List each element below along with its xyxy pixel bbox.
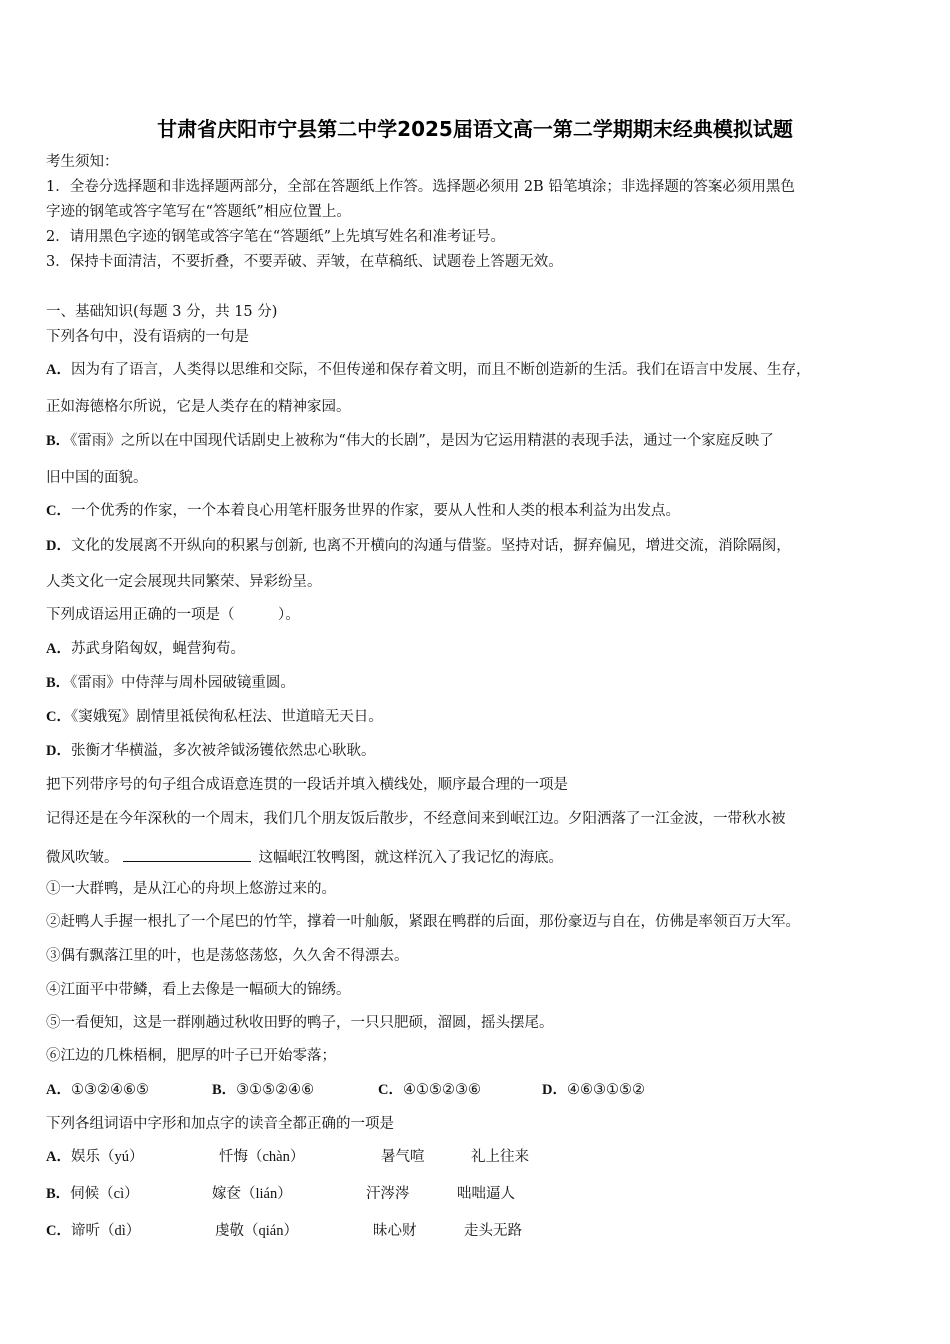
option-label: B． xyxy=(46,1186,71,1202)
option-label: B． xyxy=(212,1082,237,1098)
sentence-item: ⑤一看便知，这是一群刚趟过秋收田野的鸭子，一只只肥硕，溜圆，摇头摆尾。 xyxy=(46,1015,554,1031)
sentence-item: ③偶有飘落江里的叶，也是荡悠荡悠，久久舍不得漂去。 xyxy=(46,948,409,964)
option-text: 张衡才华横溢，多次被斧钺汤镬依然忠心耿耿。 xyxy=(70,743,376,759)
option-word: 暑气喧 xyxy=(381,1149,425,1165)
option-text: ④①⑤②③⑥ xyxy=(402,1082,481,1098)
notice-item: 3．保持卡面清洁，不要折叠，不要弄破、弄皱，在草稿纸、试题卷上答题无效。 xyxy=(46,254,563,270)
question-4-option-a-label xyxy=(46,1148,143,1166)
question-2-option-d xyxy=(46,742,375,760)
option-text: ④⑥③①⑤② xyxy=(566,1082,645,1098)
option-text: 《雷雨》中侍萍与周朴园破镜重圆。 xyxy=(70,675,295,691)
question-4-option-c-label xyxy=(46,1222,140,1240)
notice-item: 2．请用黑色字迹的钢笔或答字笔在“答题纸”上先填写姓名和准考证号。 xyxy=(46,229,506,245)
option-word: 嫁奁（lián） xyxy=(212,1186,292,1202)
option-label: D． xyxy=(542,1082,567,1098)
question-4-option-b-label xyxy=(46,1185,139,1203)
passage-text: 微风吹皱。 xyxy=(46,850,119,866)
sentence-item: ④江面平中带鳞，看上去像是一幅硕大的锦绣。 xyxy=(46,982,351,998)
option-word: 咄咄逼人 xyxy=(457,1186,515,1202)
option-label: C． xyxy=(46,503,71,519)
answer-blank xyxy=(123,847,251,862)
option-text: 文化的发展离不开纵向的积累与创新, 也离不开横向的沟通与借鉴。坚持对话，摒弃偏见，增进交流，消除隔阂， xyxy=(70,538,791,554)
question-3-passage: 记得还是在今年深秋的一个周末，我们几个朋友饭后散步，不经意间来到岷江边。夕阳洒落了一江金波，一带秋水被 xyxy=(46,811,786,827)
question-1-option-b xyxy=(46,432,774,450)
question-1-option-d xyxy=(46,537,791,555)
option-word: 礼上往来 xyxy=(471,1149,529,1165)
question-2-option-c xyxy=(46,708,383,726)
question-2-option-a xyxy=(46,640,245,658)
option-continuation: 人类文化一定会展现共同繁荣、异彩纷呈。 xyxy=(46,574,322,590)
sentence-item: ⑥江边的几株梧桐，肥厚的叶子已开始零落； xyxy=(46,1048,336,1064)
option-label: A． xyxy=(46,1082,71,1098)
option-text: 《窦娥冤》剧情里祗侯徇私枉法、世道暗无天日。 xyxy=(70,709,383,725)
option-word: 忏悔（chàn） xyxy=(219,1149,305,1165)
option-text: ①③②④⑥⑤ xyxy=(70,1082,149,1098)
option-continuation: 旧中国的面貌。 xyxy=(46,470,148,486)
option-label: B． xyxy=(46,433,71,449)
question-3-option-b xyxy=(212,1081,314,1099)
sentence-item: ①一大群鸭，是从江心的舟坝上悠游过来的。 xyxy=(46,881,336,897)
question-3-stem: 把下列带序号的句子组合成语意连贯的一段话并填入横线处，顺序最合理的一项是 xyxy=(46,777,568,793)
option-label: D． xyxy=(46,538,71,554)
option-word: 娱乐（yú） xyxy=(70,1149,144,1165)
option-label: C． xyxy=(46,1223,71,1239)
option-text: 一个优秀的作家，一个本着良心用笔杆服务世界的作家，要从人性和人类的根本利益为出发点。 xyxy=(70,503,680,519)
option-word: 昧心财 xyxy=(373,1223,417,1239)
option-label: C． xyxy=(46,709,71,725)
option-continuation: 正如海德格尔所说，它是人类存在的精神家园。 xyxy=(46,399,351,415)
option-label: A． xyxy=(46,641,71,657)
question-3-option-c xyxy=(378,1081,481,1099)
option-label: D． xyxy=(46,743,71,759)
sentence-item: ②赶鸭人手握一根扎了一个尾巴的竹竿，撑着一叶舢舨，紧跟在鸭群的后面，那份豪迈与自在，仿佛是率领百万大军。 xyxy=(46,914,800,930)
question-1-option-a xyxy=(46,361,810,379)
option-word: 走头无路 xyxy=(464,1223,522,1239)
option-word: 虔敬（qián） xyxy=(215,1223,298,1239)
question-2-stem: 下列成语运用正确的一项是（ ）。 xyxy=(46,607,300,623)
question-3-option-a xyxy=(46,1081,149,1099)
notice-item: 1．全卷分选择题和非选择题两部分，全部在答题纸上作答。选择题必须用 2B 铅笔填涂；非选择题的答案必须用黑色 xyxy=(46,179,795,195)
page-title: 甘肃省庆阳市宁县第二中学2025届语文高一第二学期期末经典模拟试题 xyxy=(157,117,793,141)
question-1-stem: 下列各句中，没有语病的一句是 xyxy=(46,329,249,345)
option-text: 《雷雨》之所以在中国现代话剧史上被称为“伟大的长剧”，是因为它运用精湛的表现手法，通过一个家庭反映了 xyxy=(70,433,774,449)
section-heading: 一、基础知识(每题 3 分，共 15 分) xyxy=(46,304,278,320)
option-label: A． xyxy=(46,362,71,378)
question-3-passage-blank-line xyxy=(46,847,563,867)
option-text: 苏武身陷匈奴，蝇营狗苟。 xyxy=(70,641,245,657)
question-2-option-b xyxy=(46,674,295,692)
notice-item: 字迹的钢笔或答字笔写在“答题纸”相应位置上。 xyxy=(46,204,351,220)
question-3-option-d xyxy=(542,1081,645,1099)
option-text: ③①⑤②④⑥ xyxy=(236,1082,315,1098)
option-word: 谛听（dì） xyxy=(70,1223,141,1239)
option-label: C． xyxy=(378,1082,403,1098)
passage-text: 这幅岷江牧鸭图，就这样沉入了我记忆的海底。 xyxy=(258,850,563,866)
question-1-option-c xyxy=(46,502,680,520)
option-word: 伺候（cì） xyxy=(70,1186,139,1202)
notice-heading: 考生须知： xyxy=(46,154,119,170)
question-4-stem: 下列各组词语中字形和加点字的读音全都正确的一项是 xyxy=(46,1116,394,1132)
option-text: 因为有了语言，人类得以思维和交际，不但传递和保存着文明，而且不断创造新的生活。我们在语言中发展、生存， xyxy=(70,362,811,378)
option-label: A． xyxy=(46,1149,71,1165)
option-label: B． xyxy=(46,675,71,691)
option-word: 汗涔涔 xyxy=(366,1186,410,1202)
